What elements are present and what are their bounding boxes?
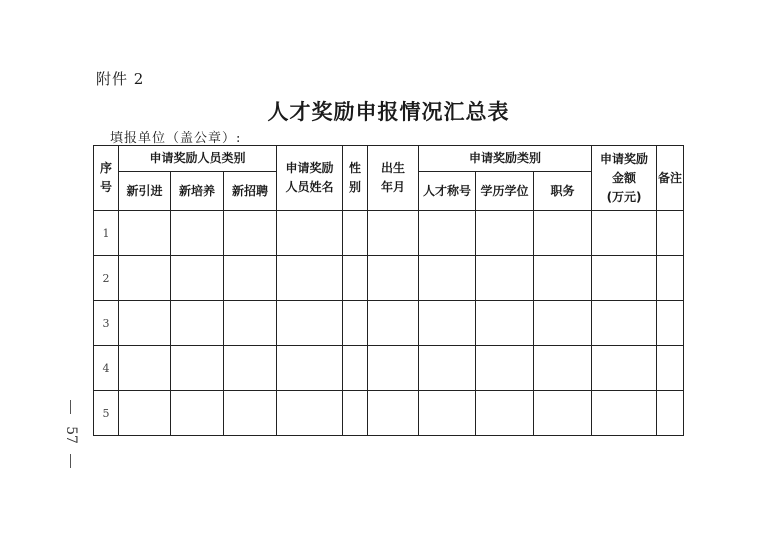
header-personnel-group: 申请奖励人员类别 <box>119 146 277 172</box>
header-talent-title: 人才称号 <box>419 172 476 211</box>
page-title: 人才奖励申报情况汇总表 <box>267 99 510 124</box>
header-reward-group: 申请奖励类别 <box>419 146 592 172</box>
header-remark: 备注 <box>657 146 684 211</box>
table-row <box>94 346 684 391</box>
header-birth-line-2: 年月 <box>381 180 406 194</box>
page-number-dash-top <box>70 400 71 414</box>
header-seq <box>94 146 119 211</box>
row-number: 2 <box>94 256 119 301</box>
header-name-line-1: 申请奖励 <box>285 161 334 175</box>
header-amount <box>592 146 657 211</box>
row-number: 5 <box>94 391 119 436</box>
table-row <box>94 256 684 301</box>
header-amount-line-1: 申请奖励 <box>600 151 649 166</box>
header-gender <box>343 146 368 211</box>
reporting-unit-label: 填报单位（盖公章）: <box>110 131 242 146</box>
header-gender-line-1: 性 <box>349 161 362 175</box>
header-gender-line-2: 别 <box>349 180 362 194</box>
attachment-label: 附件 2 <box>96 70 145 88</box>
page-number-marker <box>56 400 86 470</box>
row-number: 4 <box>94 346 119 391</box>
header-amount-line-3: (万元) <box>606 189 642 204</box>
header-seq-line-2: 号 <box>99 180 112 194</box>
header-education-degree: 学历学位 <box>476 172 534 211</box>
header-birth-line-1: 出生 <box>381 161 406 175</box>
page-number-dash-bottom <box>70 454 71 468</box>
header-name-line-2: 人员姓名 <box>285 180 334 194</box>
page-number: 57 <box>63 426 79 444</box>
header-birth <box>368 146 419 211</box>
talent-reward-summary-table <box>93 145 684 436</box>
header-amount-line-2: 金额 <box>612 170 637 185</box>
table-row <box>94 301 684 346</box>
row-number: 3 <box>94 301 119 346</box>
header-position: 职务 <box>534 172 592 211</box>
header-seq-line-1: 序 <box>99 161 112 175</box>
table-row <box>94 391 684 436</box>
header-new-trained: 新培养 <box>171 172 224 211</box>
table-row <box>94 211 684 256</box>
header-new-recruited: 新招聘 <box>224 172 277 211</box>
header-new-introduced: 新引进 <box>119 172 171 211</box>
header-name <box>277 146 343 211</box>
row-number: 1 <box>94 211 119 256</box>
